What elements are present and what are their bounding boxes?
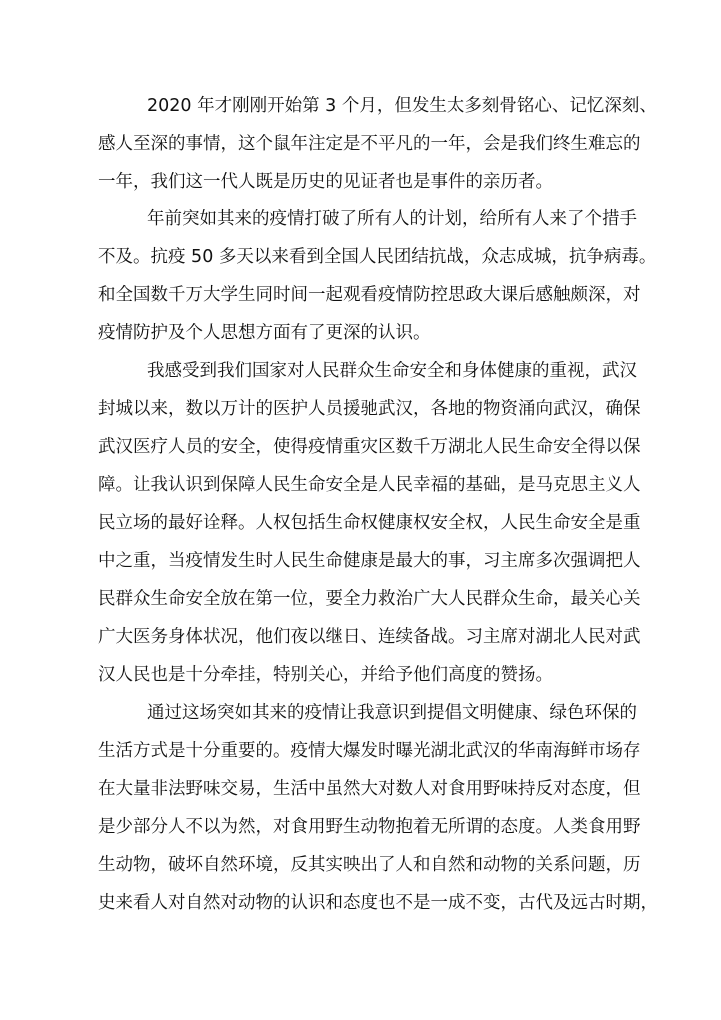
paragraph-line: 和全国数千万大学生同时间一起观看疫情防控思政大课后感触颇深，对	[98, 285, 641, 305]
paragraph-line: 中之重，当疫情发生时人民生命健康是最大的事，习主席多次强调把人	[98, 551, 641, 571]
paragraph-line: 2020 年才刚刚开始第 3 个月，但发生太多刻骨铭心、记忆深刻、	[147, 96, 657, 116]
paragraph-line: 一年，我们这一代人既是历史的见证者也是事件的亲历者。	[98, 172, 553, 192]
paragraph-line: 障。让我认识到保障人民生命安全是人民幸福的基础，是马克思主义人	[98, 475, 641, 495]
paragraph-line: 疫情防护及个人思想方面有了更深的认识。	[98, 323, 431, 343]
paragraph-line: 民立场的最好诠释。人权包括生命权健康权安全权，人民生命安全是重	[98, 513, 641, 533]
paragraph-line: 我感受到我们国家对人民群众生命安全和身体健康的重视，武汉	[147, 361, 637, 381]
paragraph-line: 武汉医疗人员的安全，使得疫情重灾区数千万湖北人民生命安全得以保	[98, 437, 641, 457]
paragraph-line: 封城以来，数以万计的医护人员援驰武汉，各地的物资涌向武汉，确保	[98, 399, 641, 419]
paragraph-line: 通过这场突如其来的疫情让我意识到提倡文明健康、绿色环保的	[147, 703, 637, 723]
paragraph-line: 感人至深的事情，这个鼠年注定是不平凡的一年，会是我们终生难忘的	[98, 134, 641, 154]
paragraph-line: 在大量非法野味交易，生活中虽然大对数人对食用野味持反对态度，但	[98, 779, 641, 799]
paragraph-line: 汉人民也是十分牵挂，特别关心，并给予他们高度的赞扬。	[98, 665, 553, 685]
paragraph-line: 广大医务身体状况，他们夜以继日、连续备战。习主席对湖北人民对武	[98, 627, 641, 647]
paragraph-line: 生活方式是十分重要的。疫情大爆发时曝光湖北武汉的华南海鲜市场存	[98, 741, 641, 761]
paragraph-line: 不及。抗疫 50 多天以来看到全国人民团结抗战，众志成城，抗争病毒。	[98, 247, 657, 267]
paragraph-line: 年前突如其来的疫情打破了所有人的计划，给所有人来了个措手	[147, 209, 637, 229]
paragraph-line: 是少部分人不以为然，对食用野生动物抱着无所谓的态度。人类食用野	[98, 817, 641, 837]
paragraph-line: 生动物，破坏自然环境，反其实映出了人和自然和动物的关系问题，历	[98, 855, 641, 875]
paragraph-line: 民群众生命安全放在第一位，要全力救治广大人民群众生命，最关心关	[98, 589, 641, 609]
paragraph-line: 史来看人对自然对动物的认识和态度也不是一成不变，古代及远古时期，	[98, 893, 658, 913]
